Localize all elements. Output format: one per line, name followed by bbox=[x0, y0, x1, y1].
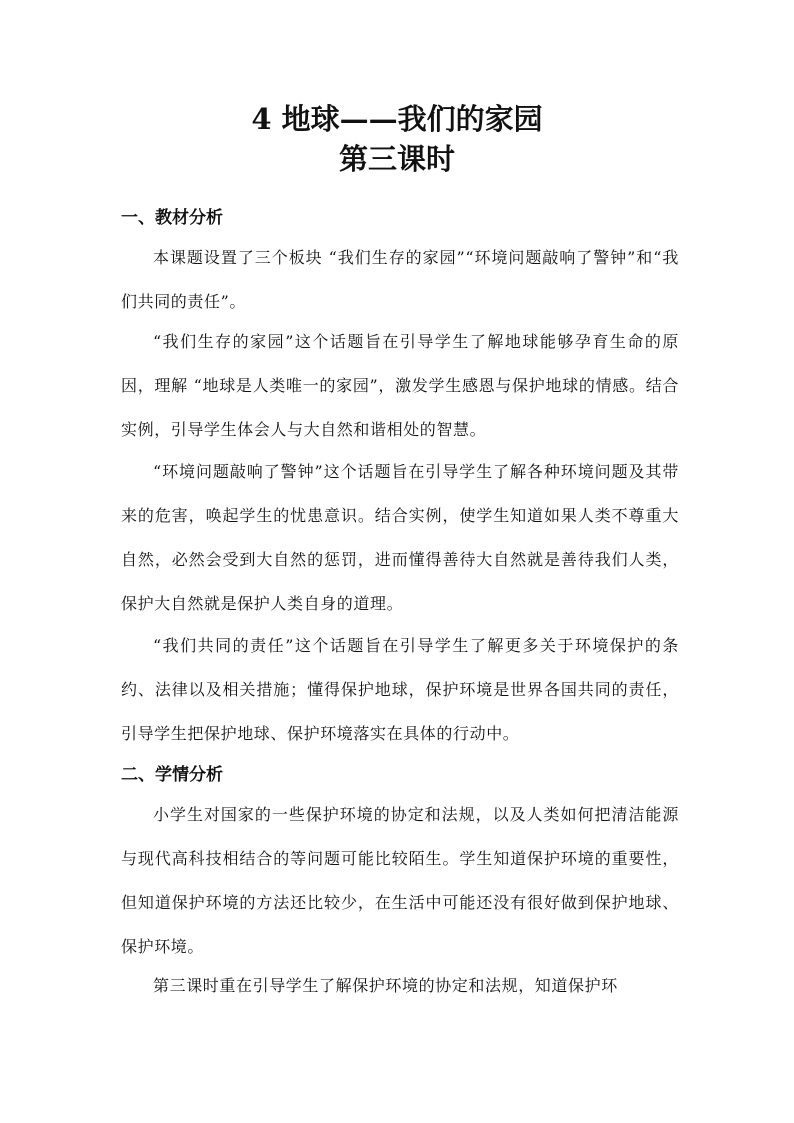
document-title: 4 地球——我们的家园 bbox=[251, 102, 543, 136]
paragraph-our-home: “我们生存的家园”这个话题旨在引导学生了解地球能够孕育生命的原因，理解 “地球是人类唯一的家园”，激发学生感恩与保护地球的情感。结合实例，引导学生体会人与大自然和谐相处的智慧。 bbox=[121, 332, 679, 439]
section-heading-student-analysis: 二、学情分析 bbox=[121, 765, 223, 785]
paragraph-third-lesson-focus: 第三课时重在引导学生了解保护环境的协定和法规，知道保护环 bbox=[153, 976, 618, 995]
paragraph-student-situation: 小学生对国家的一些保护环境的协定和法规，以及人类如何把清洁能源与现代高科技相结合的等问题可能比较陌生。学生知道保护环境的重要性，但知道保护环境的方法还比较少，在生活中可能还没有很好做到保护地球、保护环境。 bbox=[121, 805, 679, 956]
paragraph-textbook-overview: 本课题设置了三个板块 “我们生存的家园”“环境问题敲响了警钟”和“我们共同的责任”。 bbox=[121, 248, 679, 311]
paragraph-shared-responsibility: “我们共同的责任”这个话题旨在引导学生了解更多关于环境保护的条约、法律以及相关措施；懂得保护地球，保护环境是世界各国共同的责任，引导学生把保护地球、保护环境落实在具体的行动中。 bbox=[121, 636, 679, 743]
document-subtitle: 第三课时 bbox=[338, 142, 455, 176]
section-heading-textbook-analysis: 一、教材分析 bbox=[121, 208, 223, 228]
paragraph-environment-warning: “环境问题敲响了警钟”这个话题旨在引导学生了解各种环境问题及其带来的危害，唤起学生的忧患意识。结合实例，使学生知道如果人类不尊重大自然，必然会受到大自然的惩罚，进而懂得善待大自然就是善待我们人类，保护大自然就是保护人类自身的道理。 bbox=[121, 462, 679, 613]
